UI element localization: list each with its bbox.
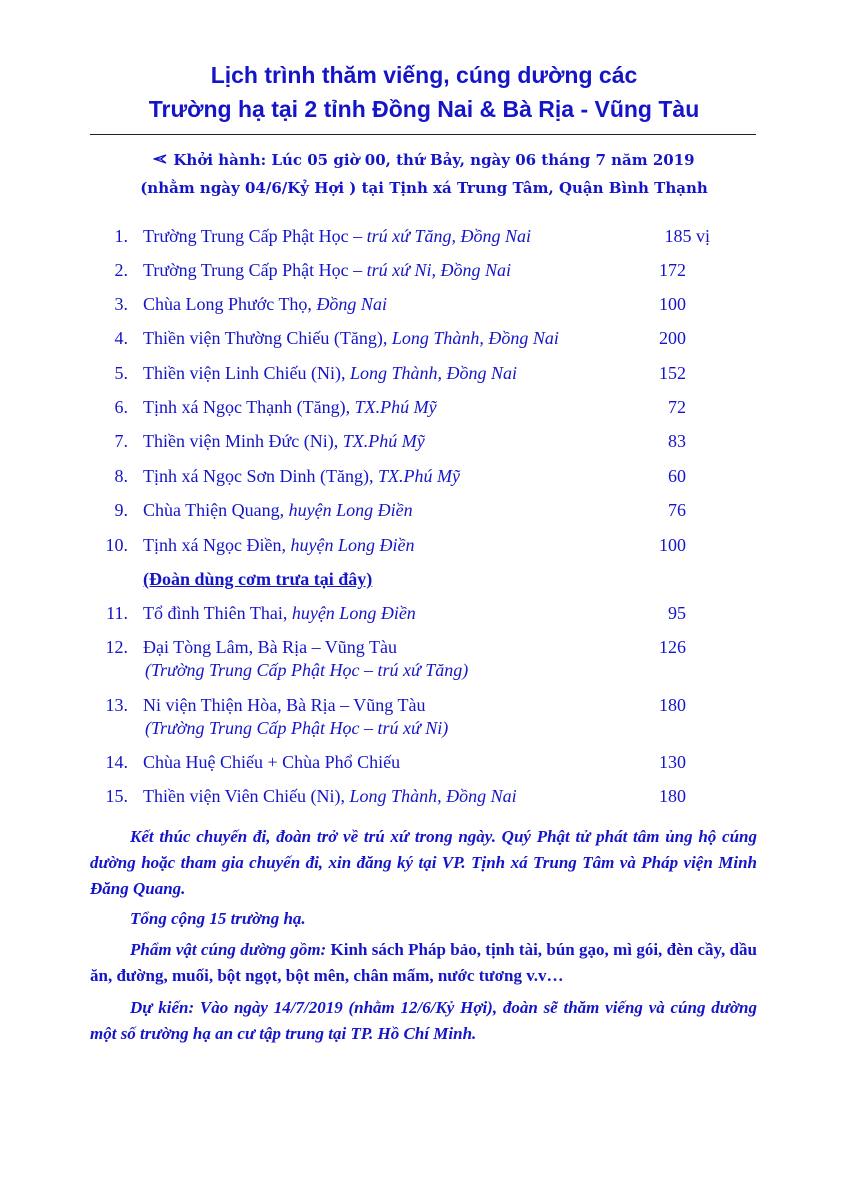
list-item [0,535,848,559]
item-number: 14. [105,752,128,772]
item-location: huyện Long Điền [290,535,415,555]
offerings-list: Kinh sách Pháp bảo, tịnh tài, bún gạo, mì gói, đèn cầy, dầu ăn, đường, muối, bột ngọt, bột mên, chân mấm, nước tương v.v… [90,940,757,985]
item-count: 152 [659,363,686,383]
item-location: – trú xứ Ni, Đồng Nai [348,260,511,280]
item-number: 3. [114,294,128,314]
item-text [143,695,425,716]
list-item [0,226,848,250]
list-item [0,786,848,810]
item-number: 15. [105,786,128,806]
item-number: 2. [114,260,128,280]
item-text [143,786,517,807]
list-item [0,260,848,284]
item-number: 10. [105,535,128,555]
item-name: Tịnh xá Ngọc Sơn Dinh (Tăng), [143,466,378,486]
item-location: TX.Phú Mỹ [342,431,425,451]
document-title-line2: Trường hạ tại 2 tỉnh Đồng Nai & Bà Rịa - Vũng Tàu [148,96,700,122]
list-item [0,328,848,352]
item-name: Thiền viện Thường Chiếu (Tăng), [143,328,392,348]
item-number: 8. [114,466,128,486]
item-text [143,431,425,452]
total-paragraph: Tổng cộng 15 trường hạ. [130,909,306,928]
item-name: Đại Tòng Lâm, Bà Rịa – Vũng Tàu [143,637,397,657]
item-location: huyện Long Điền [291,603,416,623]
item-name: Trường Trung Cấp Phật Học [143,226,349,246]
item-count: 72 [668,397,686,417]
item-name: Chùa Huệ Chiếu + Chùa Phổ Chiếu [143,752,401,772]
item-text [143,500,413,521]
item-number: 7. [114,431,128,451]
list-item [0,294,848,318]
list-item [0,363,848,387]
item-number: 5. [114,363,128,383]
item-name: Chùa Long Phước Thọ, [143,294,317,314]
item-number: 11. [106,603,128,623]
item-count: 200 [659,328,686,348]
item-text [143,752,400,773]
list-item [0,397,848,421]
item-location: – trú xứ Tăng, Đồng Nai [348,226,531,246]
item-location: TX.Phú Mỹ [377,466,460,486]
item-location: Đồng Nai [316,294,387,314]
item-text [143,637,397,658]
list-item [0,431,848,455]
item-name: Trường Trung Cấp Phật Học [143,260,349,280]
item-text [143,260,511,281]
item-name: Ni viện Thiện Hòa, Bà Rịa – Vũng Tàu [143,695,426,715]
item-text [143,603,416,624]
item-name: Tổ đình Thiên Thai, [143,603,292,623]
item-name: Thiền viện Linh Chiếu (Ni), [143,363,350,383]
item-count: 180 [659,695,686,715]
item-name: Thiền viện Minh Đức (Ni), [143,431,343,451]
item-count: 100 [659,294,686,314]
list-item [0,466,848,490]
item-location: Long Thành, Đồng Nai [349,786,517,806]
list-item [0,752,848,776]
item-location: Long Thành, Đồng Nai [391,328,559,348]
item-location: huyện Long Điền [288,500,413,520]
item-name: Thiền viện Viên Chiếu (Ni), [143,786,350,806]
item-location: Long Thành, Đồng Nai [349,363,517,383]
item-number: 1. [114,226,128,246]
item-text [143,535,414,556]
item-count: 172 [659,260,686,280]
list-item [0,695,848,719]
item-text [143,466,460,487]
list-item [0,603,848,627]
offerings-lead: Phẩm vật cúng dường gồm: [130,940,327,959]
list-item [0,500,848,524]
item-number: 12. [105,637,128,657]
item-count: 180 [659,786,686,806]
item-text [143,328,559,349]
item-text [143,226,531,247]
item-count: 95 [668,603,686,623]
item-count: 126 [659,637,686,657]
list-item [0,637,848,661]
item-count: 185 vị [664,226,710,246]
item-name: Chùa Thiện Quang, [143,500,289,520]
offerings-paragraph [90,937,757,989]
departure-line2: (nhằm ngày 04/6/Kỷ Hợi ) tại Tịnh xá Trung Tâm, Quận Bình Thạnh [140,179,708,197]
item-number: 9. [114,500,128,520]
lunch-note: (Đoàn dùng cơm trưa tại đây) [143,569,373,589]
title-divider [90,134,756,135]
item-count: 130 [659,752,686,772]
item-count: 83 [668,431,686,451]
closing-paragraph: Kết thúc chuyến đi, đoàn trở về trú xứ trong ngày. Quý Phật tử phát tâm ủng hộ cúng dường hoặc tham gia chuyến đi, xin đăng ký tại VP. Tịnh xá Trung Tâm và Pháp viện Minh Đăng Quang. [90,827,757,898]
item-count: 60 [668,466,686,486]
departure-line1 [0,151,848,169]
item-text [143,363,517,384]
item-number: 6. [114,397,128,417]
item-count: 100 [659,535,686,555]
plan-paragraph: Dự kiến: Vào ngày 14/7/2019 (nhằm 12/6/Kỷ Hợi), đoàn sẽ thăm viếng và cúng dường một số trường hạ an cư tập trung tại TP. Hồ Chí Minh. [90,998,757,1043]
item-text [143,397,437,418]
departure-text: Khởi hành: Lúc 05 giờ 00, thứ Bảy, ngày 06 tháng 7 năm 2019 [173,151,695,169]
airplane-icon [153,151,167,169]
document-title-line1: Lịch trình thăm viếng, cúng dường các [210,62,638,88]
item-number: 4. [114,328,128,348]
item-name: Tịnh xá Ngọc Thạnh (Tăng), [143,397,355,417]
item-location: TX.Phú Mỹ [354,397,437,417]
item-note: (Trường Trung Cấp Phật Học – trú xứ Tăng) [145,660,469,680]
item-text [143,294,387,315]
item-count: 76 [668,500,686,520]
item-note: (Trường Trung Cấp Phật Học – trú xứ Ni) [145,718,449,738]
item-name: Tịnh xá Ngọc Điền, [143,535,291,555]
item-number: 13. [105,695,128,715]
